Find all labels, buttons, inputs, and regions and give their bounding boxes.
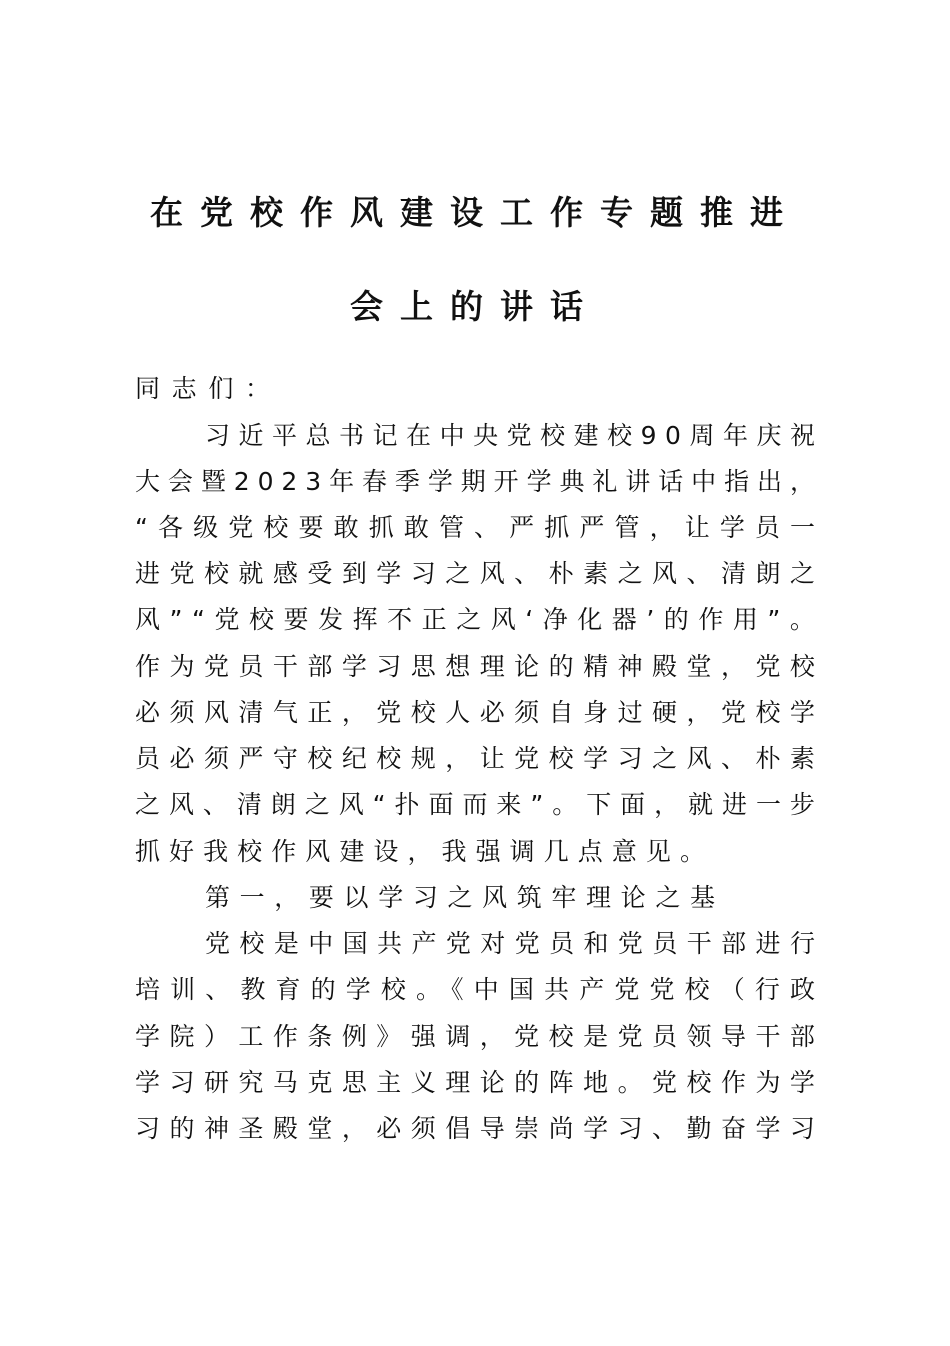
- document-title-line-1: 在党校作风建设工作专题推进: [150, 193, 800, 232]
- body-line: 大会暨2023年春季学期开学典礼讲话中指出，: [135, 467, 823, 496]
- body-line: 习近平总书记在中央党校建校90周年庆祝: [205, 421, 824, 450]
- body-line: 培训、教育的学校。《中国共产党党校（行政: [135, 975, 826, 1004]
- body-line: 进党校就感受到学习之风、朴素之风、清朗之: [135, 559, 825, 588]
- body-line: 抓好我校作风建设，我强调几点意见。: [135, 837, 715, 866]
- body-line: “各级党校要敢抓敢管、严抓严管，让学员一: [135, 513, 826, 542]
- body-line: 学院）工作条例》强调，党校是党员领导干部: [135, 1022, 825, 1051]
- salutation: 同志们：: [135, 374, 282, 403]
- body-line: 风”“党校要发挥不正之风‘净化器’的作用”。: [135, 605, 825, 634]
- body-line: 习的神圣殿堂，必须倡导崇尚学习、勤奋学习: [135, 1114, 825, 1143]
- body-line: 之风、清朗之风“扑面而来”。下面，就进一步: [135, 790, 824, 819]
- body-line: 员必须严守校纪校规，让党校学习之风、朴素: [135, 744, 825, 773]
- body-line: 学习研究马克思主义理论的阵地。党校作为学: [135, 1068, 825, 1097]
- body-line: 党校是中国共产党对党员和党员干部进行: [205, 929, 825, 958]
- document-title-line-2: 会上的讲话: [350, 287, 600, 326]
- body-line: 必须风清气正，党校人必须自身过硬，党校学: [135, 698, 825, 727]
- section-heading: 第一，要以学习之风筑牢理论之基: [205, 883, 725, 912]
- body-line: 作为党员干部学习思想理论的精神殿堂，党校: [135, 652, 825, 681]
